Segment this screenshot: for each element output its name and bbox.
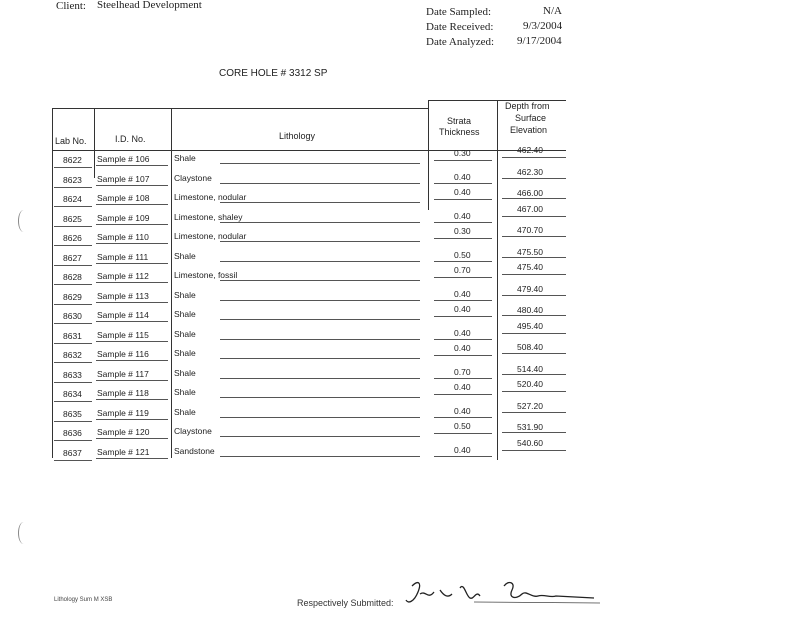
row-underline (54, 382, 92, 383)
date-received-value: 9/3/2004 (523, 20, 563, 32)
row-underline (220, 456, 420, 457)
date-sampled-value: N/A (543, 5, 562, 17)
col-divider-2 (171, 108, 172, 458)
cell-lithology: Sandstone (174, 446, 215, 456)
row-underline (54, 284, 92, 285)
row-underline (54, 362, 92, 363)
row-underline (96, 243, 168, 244)
cell-thickness: 0.50 (454, 421, 471, 431)
row-underline (434, 339, 492, 340)
cell-lithology: Shale (174, 348, 196, 358)
cell-lithology: Limestone, nodular (174, 192, 247, 202)
hole-punch-mark (18, 210, 29, 232)
col-header-id-no: I.D. No. (115, 134, 146, 144)
cell-lithology: Shale (174, 309, 196, 319)
row-underline (220, 261, 420, 262)
submitted-label: Respectively Submitted: (297, 598, 394, 608)
cell-depth: 531.90 (517, 422, 543, 432)
cell-depth: 470.70 (517, 225, 543, 235)
row-underline (434, 316, 492, 317)
col-divider-4 (497, 100, 498, 460)
row-underline (96, 419, 168, 420)
row-underline (220, 300, 420, 301)
cell-depth: 475.40 (517, 262, 543, 272)
cell-depth: 462.40 (517, 145, 543, 155)
row-underline (54, 401, 92, 402)
cell-thickness: 0.30 (454, 148, 471, 158)
cell-thickness: 0.40 (454, 343, 471, 353)
row-underline (502, 274, 566, 275)
row-underline (220, 319, 420, 320)
row-underline (220, 358, 420, 359)
cell-id-no: Sample # 118 (97, 388, 149, 398)
cell-lithology: Limestone, shaley (174, 212, 243, 222)
row-underline (434, 183, 492, 184)
cell-id-no: Sample # 111 (97, 252, 149, 262)
cell-lithology: Shale (174, 290, 196, 300)
cell-lithology: Limestone, nodular (174, 231, 247, 241)
cell-id-no: Sample # 119 (97, 408, 149, 418)
cell-depth: 508.40 (517, 342, 543, 352)
date-received-label: Date Received: (426, 21, 494, 33)
row-underline (502, 295, 566, 296)
row-underline (54, 460, 92, 461)
cell-lab-no: 8625 (63, 214, 82, 224)
row-underline (54, 440, 92, 441)
cell-depth: 480.40 (517, 305, 543, 315)
cell-depth: 466.00 (517, 188, 543, 198)
client-name: Steelhead Development (97, 0, 202, 11)
row-underline (434, 238, 492, 239)
row-underline (502, 198, 566, 199)
col-header-strata: Strata (447, 116, 472, 126)
cell-thickness: 0.40 (454, 328, 471, 338)
row-underline (434, 222, 492, 223)
row-underline (502, 236, 566, 237)
cell-lab-no: 8634 (63, 389, 82, 399)
cell-lab-no: 8630 (63, 311, 82, 321)
cell-lithology: Claystone (174, 173, 212, 183)
date-analyzed-value: 9/17/2004 (517, 35, 562, 47)
cell-thickness: 0.40 (454, 187, 471, 197)
row-underline (502, 257, 566, 258)
row-underline (220, 378, 420, 379)
row-underline (220, 417, 420, 418)
cell-depth: 520.40 (517, 379, 543, 389)
header-bottom-border (52, 150, 566, 151)
col-header-thickness: Thickness (439, 127, 480, 137)
row-underline (434, 456, 492, 457)
row-underline (96, 224, 168, 225)
row-underline (220, 280, 420, 281)
cell-lab-no: 8626 (63, 233, 82, 243)
row-underline (502, 391, 566, 392)
cell-lab-no: 8629 (63, 292, 82, 302)
cell-id-no: Sample # 115 (97, 330, 149, 340)
row-underline (502, 432, 566, 433)
cell-lab-no: 8627 (63, 253, 82, 263)
row-underline (96, 204, 168, 205)
client-label: Client: (56, 0, 86, 12)
cell-lithology: Limestone, fossil (174, 270, 238, 280)
date-analyzed-label: Date Analyzed: (426, 36, 495, 48)
row-underline (434, 261, 492, 262)
row-underline (502, 315, 566, 316)
row-underline (96, 302, 168, 303)
col-header-depth-from: Depth from (505, 101, 550, 111)
row-underline (54, 187, 92, 188)
cell-lab-no: 8632 (63, 350, 82, 360)
row-underline (54, 265, 92, 266)
cell-lithology: Shale (174, 387, 196, 397)
cell-thickness: 0.50 (454, 250, 471, 260)
cell-id-no: Sample # 121 (97, 447, 150, 457)
row-underline (434, 355, 492, 356)
row-underline (502, 333, 566, 334)
row-underline (502, 374, 566, 375)
cell-thickness: 0.40 (454, 406, 471, 416)
row-underline (502, 450, 566, 451)
cell-lab-no: 8635 (63, 409, 82, 419)
row-underline (54, 206, 92, 207)
cell-thickness: 0.40 (454, 172, 471, 182)
col-header-lab-no: Lab No. (55, 136, 87, 146)
row-underline (54, 421, 92, 422)
cell-lab-no: 8624 (63, 194, 82, 204)
cell-depth: 462.30 (517, 167, 543, 177)
cell-id-no: Sample # 106 (97, 154, 150, 164)
signature-scribble-icon (404, 578, 600, 608)
cell-lithology: Shale (174, 251, 196, 261)
row-underline (54, 323, 92, 324)
row-underline (220, 202, 420, 203)
col-header-surface: Surface (515, 113, 547, 123)
hole-punch-mark (18, 522, 29, 544)
cell-id-no: Sample # 120 (97, 427, 150, 437)
cell-thickness: 0.40 (454, 289, 471, 299)
cell-lab-no: 8631 (63, 331, 82, 341)
row-underline (502, 412, 566, 413)
cell-id-no: Sample # 110 (97, 232, 149, 242)
col-header-lithology: Lithology (279, 131, 316, 141)
row-underline (220, 436, 420, 437)
cell-lithology: Shale (174, 329, 196, 339)
row-underline (96, 263, 168, 264)
row-underline (434, 417, 492, 418)
row-underline (96, 438, 168, 439)
row-underline (96, 380, 168, 381)
row-underline (434, 378, 492, 379)
cell-id-no: Sample # 116 (97, 349, 149, 359)
cell-thickness: 0.40 (454, 211, 471, 221)
row-underline (220, 339, 420, 340)
cell-thickness: 0.70 (454, 265, 471, 275)
form-id: Lithology Sum M XSB (54, 597, 113, 603)
row-underline (434, 433, 492, 434)
table-top-border (52, 108, 428, 109)
cell-thickness: 0.30 (454, 226, 471, 236)
row-underline (96, 458, 168, 459)
row-underline (220, 222, 420, 223)
cell-depth: 479.40 (517, 284, 543, 294)
cell-depth: 495.40 (517, 321, 543, 331)
row-underline (434, 394, 492, 395)
row-underline (220, 183, 420, 184)
cell-lithology: Shale (174, 368, 196, 378)
table-left-border (52, 108, 53, 458)
row-underline (502, 157, 566, 158)
cell-lithology: Shale (174, 407, 196, 417)
row-underline (54, 343, 92, 344)
col-divider-3 (428, 100, 429, 210)
cell-lab-no: 8622 (63, 155, 82, 165)
cell-lab-no: 8623 (63, 175, 82, 185)
cell-lithology: Claystone (174, 426, 212, 436)
cell-id-no: Sample # 117 (97, 369, 149, 379)
row-underline (502, 178, 566, 179)
cell-depth: 540.60 (517, 438, 543, 448)
row-underline (96, 341, 168, 342)
row-underline (54, 167, 92, 168)
cell-lab-no: 8637 (63, 448, 82, 458)
cell-thickness: 0.70 (454, 367, 471, 377)
row-underline (502, 353, 566, 354)
cell-lab-no: 8633 (63, 370, 82, 380)
signature (404, 578, 600, 608)
row-underline (434, 300, 492, 301)
cell-depth: 475.50 (517, 247, 543, 257)
row-underline (220, 397, 420, 398)
cell-depth: 527.20 (517, 401, 543, 411)
date-sampled-label: Date Sampled: (426, 6, 492, 18)
row-underline (96, 282, 168, 283)
row-underline (96, 360, 168, 361)
cell-lithology: Shale (174, 153, 196, 163)
cell-id-no: Sample # 114 (97, 310, 149, 320)
cell-thickness: 0.40 (454, 304, 471, 314)
col-divider-1 (94, 108, 95, 178)
col-header-elevation: Elevation (510, 125, 548, 135)
row-underline (54, 245, 92, 246)
row-underline (434, 277, 492, 278)
cell-lab-no: 8628 (63, 272, 82, 282)
row-underline (220, 163, 420, 164)
core-hole-title: CORE HOLE # 3312 SP (219, 68, 328, 79)
row-underline (502, 216, 566, 217)
row-underline (96, 399, 168, 400)
cell-id-no: Sample # 109 (97, 213, 150, 223)
row-underline (434, 199, 492, 200)
cell-id-no: Sample # 112 (97, 271, 149, 281)
cell-lab-no: 8636 (63, 428, 82, 438)
row-underline (96, 185, 168, 186)
cell-id-no: Sample # 107 (97, 174, 150, 184)
cell-id-no: Sample # 108 (97, 193, 150, 203)
cell-thickness: 0.40 (454, 445, 471, 455)
cell-depth: 514.40 (517, 364, 543, 374)
row-underline (54, 226, 92, 227)
cell-depth: 467.00 (517, 204, 543, 214)
row-underline (96, 321, 168, 322)
cell-id-no: Sample # 113 (97, 291, 149, 301)
row-underline (220, 241, 420, 242)
row-underline (96, 165, 168, 166)
cell-thickness: 0.40 (454, 382, 471, 392)
row-underline (54, 304, 92, 305)
row-underline (434, 160, 492, 161)
